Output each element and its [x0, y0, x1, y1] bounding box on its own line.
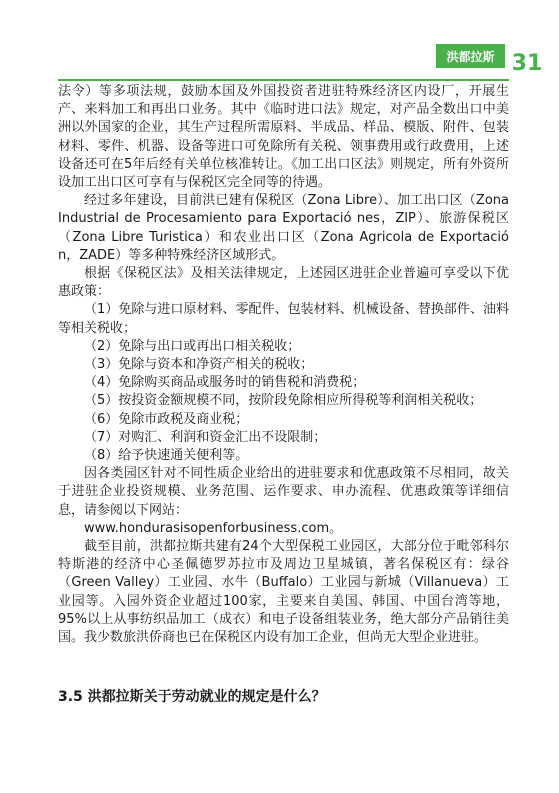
policy-item: （7）对购汇、利润和资金汇出不设限制； [84, 429, 327, 445]
policy-item: （4）免除购买商品或服务时的销售税和消费税； [84, 375, 366, 391]
page-number: 31 [511, 50, 543, 76]
policy-item: （8）给予快速通关便利等。 [84, 448, 249, 464]
policy-item: （3）免除与资本和净资产相关的税收； [84, 357, 314, 373]
body-text [58, 83, 509, 647]
website-link[interactable]: www.hondurasisopenforbusiness.com。 [84, 520, 343, 536]
paragraph-industrial-parks: 截至目前，洪都拉斯共建有24个大型保税工业园区，大部分位于毗邻科尔特斯港的经济中心圣佩德罗苏拉市及周边卫星城镇，著名保税区有：绿谷（Green Valley）工业园、水牛（Buffalo）工业园与新城（Villanueva）工业园等。入园外资企业超过100家，主要来自美国、韩国、中国台湾等地，95%以上从事纺织品加工（成衣）和电子设备组装业务，绝大部分产品销往美国。我少数旅洪侨商也已在保税区内设有加工企业，但尚无大型企业进驻。 [58, 539, 509, 646]
header-divider [58, 79, 509, 81]
policy-item: （6）免除市政税及商业税； [84, 411, 249, 427]
paragraph-continuation: 法令）等多项法规，鼓励本国及外国投资者进驻特殊经济区内设厂，开展生产、来料加工和再出口业务。其中《临时进口法》规定，对产品全数出口中美洲以外国家的企业，其生产过程所需原料、半成品、样品、模版、附件、包装材料、零件、机器、设备等进口可免除所有关税、领事费用或行政费用，上述设备还可在5年后经有关单位核准转让。《加工出口区法》则规定，所有外资所设加工出口区可享有与保税区完全同等的待遇。 [58, 84, 509, 191]
paragraph-zones: 经过多年建设，目前洪已建有保税区（Zona Libre）、加工出口区（Zona Industrial de Procesamiento para Exportació nes，ZIP）、旅游保税区（Zona Libre Turistica）和农业出口区（Zona Agricola de Exportació n，ZADE）等多种特殊经济区域形式。 [58, 193, 509, 263]
policy-item: （1）免除与进口原材料、零配件、包装材料、机械设备、替换部件、油料等相关税收； [58, 302, 509, 336]
paragraph-policy-intro: 根据《保税区法》及相关法律规定，上述园区进驻企业普遍可享受以下优惠政策： [58, 266, 509, 300]
chapter-tab: 洪都拉斯 [436, 44, 505, 68]
paragraph-website-intro: 因各类园区针对不同性质企业给出的进驻要求和优惠政策不尽相同，故关于进驻企业投资规模、业务范围、运作要求、申办流程、优惠政策等详细信息，请参阅以下网站： [58, 466, 509, 518]
section-heading: 3.5 洪都拉斯关于劳动就业的规定是什么？ [58, 689, 326, 705]
policy-item: （2）免除与出口或再出口相关税收； [84, 338, 301, 354]
policy-item: （5）按投资金额规模不同，按阶段免除相应所得税等利润相关税收； [84, 393, 483, 409]
